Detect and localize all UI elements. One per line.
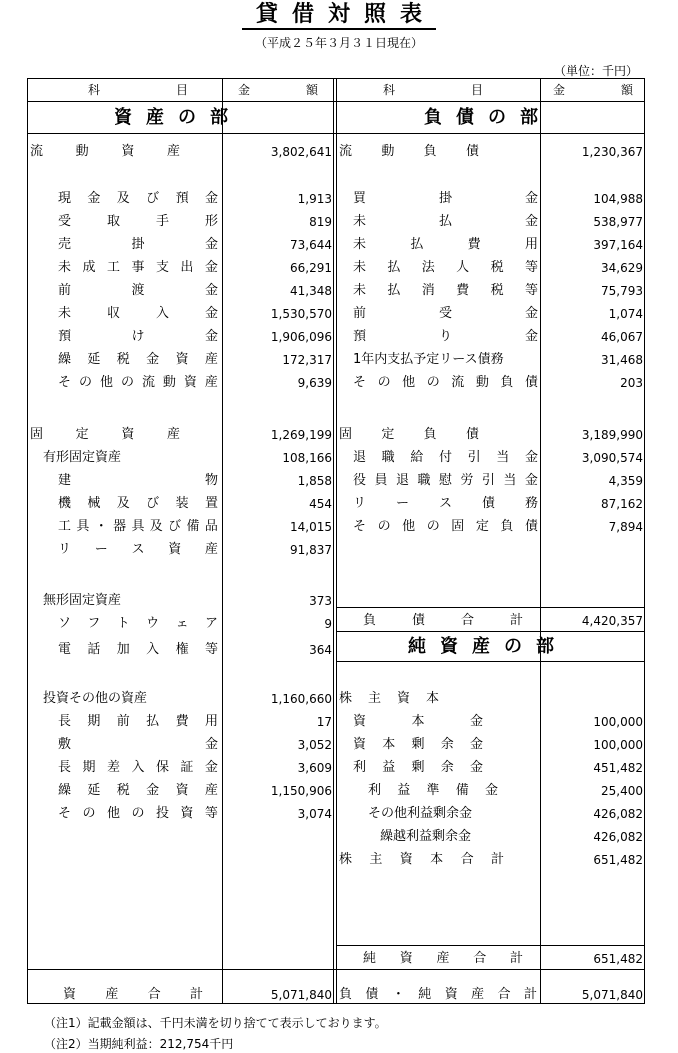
asset-item-label: 無形固定資産 — [43, 593, 122, 608]
asset-item-amount: 17 — [316, 715, 332, 729]
assets-total-label: 資 産 合 計 — [63, 987, 203, 1002]
asset-item-amount: 91,837 — [290, 543, 332, 557]
liability-item-label: 退 職 給 付 引 当 金 — [353, 450, 538, 465]
liability-item-amount: 397,164 — [593, 238, 643, 252]
asset-item-label: 敷 金 — [58, 737, 218, 752]
asset-item-label: 機 械 及 び 装 置 — [58, 496, 218, 511]
liability-item-amount: 451,482 — [593, 761, 643, 775]
asset-item-label: そ の 他 の 投 資 等 — [58, 806, 218, 821]
left-amount-divider — [222, 79, 223, 1003]
liability-item-amount: 1,230,367 — [581, 145, 643, 159]
liability-item-amount: 100,000 — [593, 738, 643, 752]
liability-item-amount: 4,359 — [608, 474, 643, 488]
liability-item-amount: 3,189,990 — [581, 428, 643, 442]
liability-item-label: 資 本 金 — [353, 714, 483, 729]
net-total-top-line — [337, 945, 644, 946]
asset-item-label: ソ フ ト ウ ェ ア — [58, 616, 218, 631]
asset-item-amount: 3,052 — [297, 738, 332, 752]
assets-total-amount: 5,071,840 — [270, 988, 332, 1002]
liability-item-amount: 651,482 — [593, 952, 643, 966]
liability-item-label: その他利益剰余金 — [368, 806, 473, 821]
document-title: 貸借対照表 — [0, 2, 678, 30]
liability-item-amount: 426,082 — [593, 830, 643, 844]
asset-item-label: 有形固定資産 — [43, 450, 122, 465]
liab-total-top-line — [337, 607, 644, 608]
header-left-item: 科 目 — [88, 83, 188, 97]
unit-label: （単位：千円） — [553, 64, 638, 78]
note-2: （注2）当期純利益：212,754千円 — [44, 1037, 234, 1051]
asset-item-amount: 108,166 — [282, 451, 332, 465]
liability-item-label: 繰越利益剰余金 — [380, 829, 472, 844]
asset-item-amount: 454 — [309, 497, 332, 511]
header-right-amount: 金 額 — [553, 83, 633, 97]
liability-item-amount: 4,420,357 — [581, 614, 643, 628]
assets-section-heading: 資産の部 — [114, 107, 242, 128]
asset-item-label: 固 定 資 産 — [30, 427, 180, 442]
asset-item-amount: 3,609 — [297, 761, 332, 775]
liability-item-label: そ の 他 の 流 動 負 債 — [353, 375, 538, 390]
net-assets-section-top-line — [337, 631, 644, 632]
asset-item-amount: 1,913 — [297, 192, 332, 206]
liability-item-amount: 203 — [620, 376, 643, 390]
liability-item-label: 未 払 法 人 税 等 — [353, 260, 538, 275]
asset-item-label: 繰 延 税 金 資 産 — [58, 352, 218, 367]
liability-item-amount: 25,400 — [601, 784, 643, 798]
liability-item-label: 1年内支払予定リース債務 — [353, 352, 504, 367]
asset-item-amount: 73,644 — [290, 238, 332, 252]
asset-item-amount: 41,348 — [290, 284, 332, 298]
liability-item-amount: 3,090,574 — [581, 451, 643, 465]
liability-item-amount: 7,894 — [608, 520, 643, 534]
asset-item-label: そ の 他 の 流 動 資 産 — [58, 375, 218, 390]
asset-item-amount: 172,317 — [282, 353, 332, 367]
liability-item-label: 株 主 資 本 — [339, 691, 439, 706]
header-right-item: 科 目 — [383, 83, 483, 97]
liability-item-label: 買 掛 金 — [353, 191, 538, 206]
asset-item-amount: 9 — [324, 617, 332, 631]
liability-item-amount: 75,793 — [601, 284, 643, 298]
liability-item-label: 負 債 合 計 — [363, 613, 523, 628]
asset-item-label: 現 金 及 び 預 金 — [58, 191, 218, 206]
asset-item-amount: 364 — [309, 643, 332, 657]
liability-item-label: 固 定 負 債 — [339, 427, 479, 442]
asset-item-label: 流 動 資 産 — [30, 144, 180, 159]
asset-item-label: 工 具 ・ 器 具 及 び 備 品 — [58, 519, 218, 534]
asset-item-label: 受 取 手 形 — [58, 214, 218, 229]
liability-item-amount: 100,000 — [593, 715, 643, 729]
asset-item-amount: 1,906,096 — [270, 330, 332, 344]
asset-item-amount: 66,291 — [290, 261, 332, 275]
asset-item-amount: 14,015 — [290, 520, 332, 534]
liability-item-label: 預 り 金 — [353, 329, 538, 344]
liability-item-label: 未 払 金 — [353, 214, 538, 229]
asset-item-label: 預 け 金 — [58, 329, 218, 344]
balance-sheet-table — [27, 78, 645, 1004]
liability-item-label: そ の 他 の 固 定 負 債 — [353, 519, 538, 534]
liability-item-amount: 426,082 — [593, 807, 643, 821]
asset-item-amount: 819 — [309, 215, 332, 229]
asset-item-amount: 1,160,660 — [270, 692, 332, 706]
liability-item-label: 役 員 退 職 慰 労 引 当 金 — [353, 473, 538, 488]
section-bottom-line — [28, 133, 644, 134]
asset-item-amount: 373 — [309, 594, 332, 608]
liability-item-label: 流 動 負 債 — [339, 144, 479, 159]
liability-item-label: 株 主 資 本 合 計 — [339, 852, 504, 867]
liability-item-amount: 87,162 — [601, 497, 643, 511]
liability-item-label: 利 益 準 備 金 — [368, 783, 498, 798]
liability-item-amount: 46,067 — [601, 330, 643, 344]
liability-item-label: 純 資 産 合 計 — [363, 951, 523, 966]
asset-item-label: 投資その他の資産 — [43, 691, 148, 706]
liability-item-amount: 31,468 — [601, 353, 643, 367]
liability-item-label: 前 受 金 — [353, 306, 538, 321]
asset-item-amount: 1,150,906 — [270, 784, 332, 798]
asset-item-label: 前 渡 金 — [58, 283, 218, 298]
asset-item-label: 電 話 加 入 権 等 — [58, 642, 218, 657]
asset-item-label: 未 収 入 金 — [58, 306, 218, 321]
header-left-amount: 金 額 — [238, 83, 318, 97]
note-1: （注1）記載金額は、千円未満を切り捨てて表示しております。 — [44, 1016, 387, 1030]
asset-item-label: 未 成 工 事 支 出 金 — [58, 260, 218, 275]
right-amount-divider — [540, 79, 541, 1003]
center-double-divider — [333, 79, 337, 1003]
asset-item-label: 長 期 差 入 保 証 金 — [58, 760, 218, 775]
asset-item-label: 建 物 — [58, 473, 218, 488]
liability-item-label: 未 払 費 用 — [353, 237, 538, 252]
liability-item-label: リ ー ス 債 務 — [353, 496, 538, 511]
net-assets-section-heading: 純資産の部 — [408, 636, 568, 657]
asset-item-label: 売 掛 金 — [58, 237, 218, 252]
asset-item-amount: 3,074 — [297, 807, 332, 821]
grand-total-top-line — [28, 969, 644, 970]
asset-item-amount: 9,639 — [297, 376, 332, 390]
asset-item-label: リ ー ス 資 産 — [58, 542, 218, 557]
liab-net-total-amount: 5,071,840 — [581, 988, 643, 1002]
liability-item-amount: 1,074 — [608, 307, 643, 321]
liability-item-label: 資 本 剰 余 金 — [353, 737, 483, 752]
asset-item-amount: 1,269,199 — [270, 428, 332, 442]
liabilities-section-heading: 負債の部 — [424, 107, 552, 128]
asset-item-amount: 3,802,641 — [270, 145, 332, 159]
liability-item-label: 利 益 剰 余 金 — [353, 760, 483, 775]
asset-item-amount: 1,530,570 — [270, 307, 332, 321]
liability-item-amount: 538,977 — [593, 215, 643, 229]
net-assets-section-bottom-line — [337, 661, 644, 662]
header-bottom-line — [28, 101, 644, 102]
asset-item-label: 長 期 前 払 費 用 — [58, 714, 218, 729]
asset-item-label: 繰 延 税 金 資 産 — [58, 783, 218, 798]
liability-item-label: 未 払 消 費 税 等 — [353, 283, 538, 298]
as-of-date: （平成２５年３月３１日現在） — [254, 36, 423, 50]
liability-item-amount: 104,988 — [593, 192, 643, 206]
liab-net-total-label: 負 債 ・ 純 資 産 合 計 — [339, 987, 537, 1002]
liability-item-amount: 34,629 — [601, 261, 643, 275]
asset-item-amount: 1,858 — [297, 474, 332, 488]
liability-item-amount: 651,482 — [593, 853, 643, 867]
